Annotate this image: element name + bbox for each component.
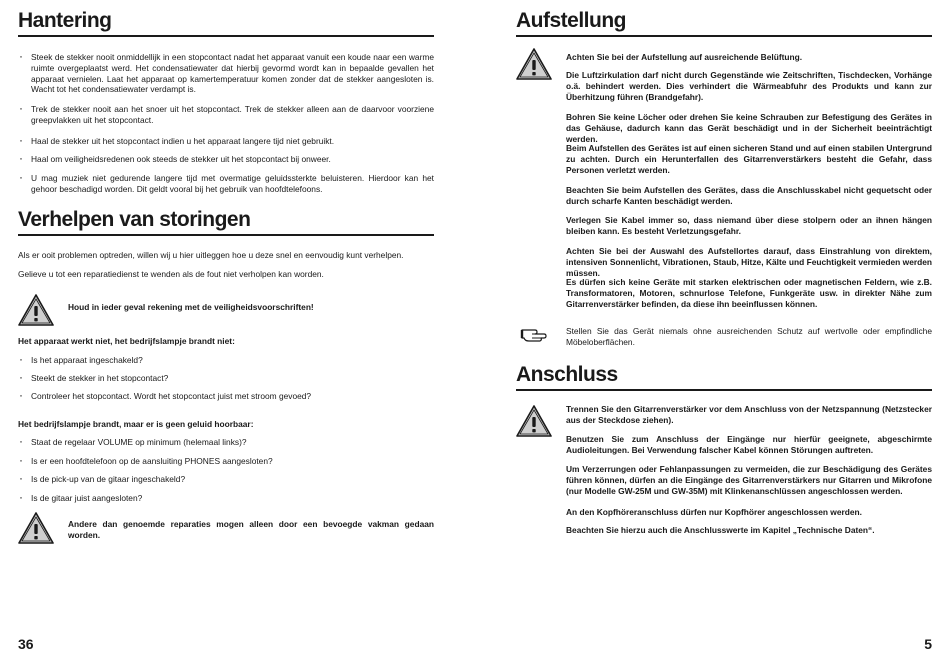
list-item: · Is er een hoofdtelefoon op de aansluiting PHONES aangesloten?: [18, 456, 434, 467]
warning-text: Andere dan genoemde reparaties mogen alleen door een bevoegde vakman gedaan worden.: [68, 519, 434, 540]
warning-paragraph: Um Verzerrungen oder Fehlanpassungen zu vermeiden, die zur Beschädigung des Gerätes führen können, dürfen an die Eingänge des Gitarrenverstärkers nur Gitarren und Mikrofone (nur Modelle GW-25M und GW-35M) mit Klinkenanschlüssen angeschlossen werden.: [566, 464, 932, 496]
intro-text: Als er ooit problemen optreden, willen wij u hier uitleggen hoe u deze snel en eenvoudig kunt verhelpen.: [18, 250, 404, 260]
list-item: · Is het apparaat ingeschakeld?: [18, 355, 434, 366]
warning-icon: [18, 294, 54, 326]
warning-paragraph: Beachten Sie hierzu auch die Anschlusswerte im Kapitel „Technische Daten“.: [566, 525, 875, 535]
list-item: · Is de pick-up van de gitaar ingeschakeld?: [18, 474, 434, 485]
warning-paragraph: Beachten Sie beim Aufstellen des Gerätes, dass die Anschlusskabel nicht gequetscht oder durch scharfe Kanten beschädigt werden.: [566, 185, 932, 206]
page-number: 5: [924, 636, 932, 652]
warning-icon: [516, 405, 552, 437]
list-item: · Steekt de stekker in het stopcontact?: [18, 373, 434, 384]
warning-paragraph: An den Kopfhöreranschluss dürfen nur Kopfhörer angeschlossen werden.: [566, 507, 862, 517]
subheading: Het apparaat werkt niet, het bedrijfslampje brandt niet:: [18, 336, 235, 346]
warning-paragraph: Trennen Sie den Gitarrenverstärker vor dem Anschluss von der Netzspannung (Netzstecker aus der Steckdose ziehen).: [566, 404, 932, 425]
note-text: Stellen Sie das Gerät niemals ohne ausreichenden Schutz auf wertvolle oder empfindliche Möbeloberflächen.: [566, 326, 932, 347]
list-item: · Is de gitaar juist aangesloten?: [18, 493, 434, 504]
subheading: Het bedrijfslampje brandt, maar er is geen geluid hoorbaar:: [18, 419, 254, 429]
warning-paragraph: Verlegen Sie Kabel immer so, dass niemand über diese stolpern oder an ihnen hängen bleiben kann. Es besteht Verletzungsgefahr.: [566, 215, 932, 236]
page-number: 36: [18, 636, 34, 652]
warning-paragraph: Es dürfen sich keine Geräte mit starken elektrischen oder magnetischen Feldern, wie z.B. Transformatoren, Motoren, schnurlose Telefone, Funkgeräte usw. in direkter Nähe zum Gitarrenverstärker befinden, da diese ihn beeinflussen können.: [566, 277, 932, 309]
section-title-hantering: Hantering: [18, 9, 434, 37]
list-item: · Haal om veiligheidsredenen ook steeds de stekker uit het stopcontact bij onweer.: [18, 154, 434, 165]
list-item: · Staat de regelaar VOLUME op minimum (helemaal links)?: [18, 437, 434, 448]
section-title-aufstellung: Aufstellung: [516, 9, 932, 37]
list-item: · Steek de stekker nooit onmiddellijk in een stopcontact nadat het apparaat vanuit een koude naar een warme ruimte overgeplaatst werd. Het condensatiewater dat hierbij gevormd wordt kan in bepaalde gevallen het apparaat vernielen. Laat het apparaat op kamertemperatuur komen zonder dat de stekker aangesloten is. Wacht tot het condensatiewater verdampt is.: [18, 52, 434, 95]
warning-paragraph: Achten Sie bei der Aufstellung auf ausreichende Belüftung.: [566, 52, 803, 62]
warning-text: Houd in ieder geval rekening met de veiligheidsvoorschriften!: [68, 302, 314, 312]
warning-paragraph: Benutzen Sie zum Anschluss der Eingänge nur hierfür geeignete, abgeschirmte Audioleitungen. Bei Verwendung falscher Kabel können Störungen auftreten.: [566, 434, 932, 455]
warning-icon: [18, 512, 54, 544]
left-page: [18, 0, 434, 654]
pointing-hand-icon: [520, 326, 548, 342]
list-item: · Trek de stekker nooit aan het snoer uit het stopcontact. Trek de stekker alleen aan de daarvoor voorziene greepvlakken uit het stopcontact.: [18, 104, 434, 126]
warning-icon: [516, 48, 552, 80]
warning-paragraph: Achten Sie bei der Auswahl des Aufstellortes darauf, dass Einstrahlung von direktem, intensiven Sonnenlicht, Vibrationen, Staub, Hitze, Kälte und Feuchtigkeit vermieden werden müssen.: [566, 246, 932, 278]
warning-paragraph: Beim Aufstellen des Gerätes ist auf einen sicheren Stand und auf einen stabilen Untergrund zu achten. Durch ein Herunterfallen des Gitarrenverstärkers besteht die Gefahr, dass Personen verletzt werden.: [566, 143, 932, 175]
list-item: · U mag muziek niet gedurende langere tijd met overmatige geluidssterkte beluisteren. Hierdoor kan het gehoor beschadigd worden. Dit geldt vooral bij het gebruik van hoofdtelefoons.: [18, 173, 434, 195]
list-item: · Controleer het stopcontact. Wordt het stopcontact juist met stroom gevoed?: [18, 391, 434, 402]
right-page: [516, 0, 932, 654]
intro-text: Gelieve u tot een reparatiedienst te wenden als de fout niet verholpen kan worden.: [18, 269, 324, 279]
warning-paragraph: Die Luftzirkulation darf nicht durch Gegenstände wie Zeitschriften, Tischdecken, Vorhänge o.ä. behindert werden. Dies verhindert die Wärmeabfuhr des Produkts und kann zur Überhitzung führen (Brandgefahr).: [566, 70, 932, 102]
warning-paragraph: Bohren Sie keine Löcher oder drehen Sie keine Schrauben zur Befestigung des Gerätes in das Gehäuse, dadurch kann das Gerät beschädigt und in der Sicherheit beeinträchtigt werden.: [566, 112, 932, 144]
list-item: · Haal de stekker uit het stopcontact indien u het apparaat langere tijd niet gebruikt.: [18, 136, 434, 147]
section-title-anschluss: Anschluss: [516, 363, 932, 391]
section-title-storingen: Verhelpen van storingen: [18, 208, 434, 236]
